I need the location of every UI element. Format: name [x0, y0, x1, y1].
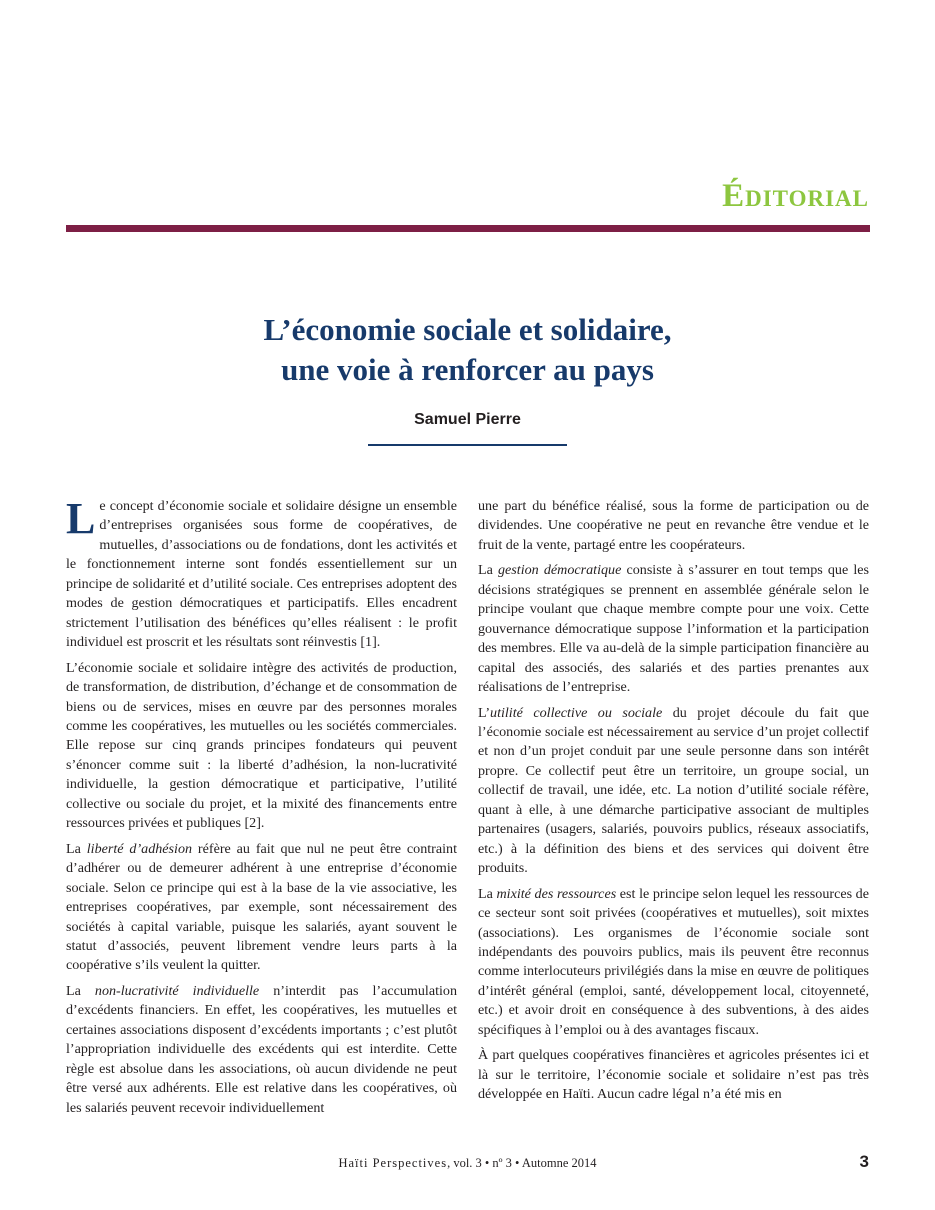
author-name: Samuel Pierre — [414, 411, 521, 428]
paragraph — [478, 561, 869, 697]
journal-name: Haïti Perspectives — [338, 1156, 448, 1170]
paragraph-text: n’interdit pas l’accumulation d’excédents financiers. En effet, les coopératives, les mutuelles et certaines associations disposent d’excédents importants ; c’est plutôt l’appropriation individuelle des excédents qui est interdite. Cette règle est absolue dans les associations, où aucun dividende ne peut être versé aux adhérents. Elle est relative dans les coopératives, où les salariés peuvent recevoir individuellement — [66, 982, 457, 1116]
drop-cap: L — [66, 494, 96, 543]
paragraph — [66, 840, 457, 976]
right-column — [478, 497, 869, 1111]
paragraph-lead: La — [478, 562, 498, 579]
title-line-1: L’économie sociale et solidaire, — [263, 312, 672, 347]
paragraph — [66, 494, 457, 653]
issue-info: , vol. 3 • nº 3 • Automne 2014 — [447, 1156, 597, 1170]
paragraph-lead: La — [478, 885, 497, 902]
left-column — [66, 494, 457, 1124]
paragraph-text: consiste à s’assurer en tout temps que les décisions stratégiques se prennent en assemblée générale selon le principe voulant que chaque membre compte pour une voix. Cette gouvernance démocratique suppose l’information et la participation des membres. Elle va au-delà de la simple participation financière au capital des associés, des salariés et des parties prenantes aux réalisations de l’entreprise. — [478, 562, 870, 696]
emphasis-term: utilité collective ou sociale — [490, 704, 663, 721]
paragraph: L’économie sociale et solidaire intègre des activités de production, de transformation, de distribution, d’échange et de consommation de biens ou de services, mises en œuvre par des personnes morales comme les coopératives, les mutuelles ou les sociétés commerciales. Elle repose sur cinq grands principes fondateurs qui peuvent s’énoncer comme suit : la liberté d’adhésion, la non-lucrativité individuelle, la gestion démocratique et participative, l’utilité collective ou sociale du projet, et la mixité des financements entre ressources privées et publiques [2]. — [66, 659, 457, 832]
title-line-2: une voie à renforcer au pays — [281, 352, 654, 387]
paragraph — [478, 704, 869, 879]
emphasis-term: gestion démocratique — [498, 562, 622, 579]
paragraph: À part quelques coopératives financières et agricoles présentes ici et là sur le territoire, l’économie sociale et solidaire n’est pas très développée en Haïti. Aucun cadre légal n’a été mis en — [478, 1047, 869, 1103]
emphasis-term: liberté d’adhésion — [86, 840, 193, 857]
paragraph — [478, 885, 869, 1041]
emphasis-term: non-lucrativité individuelle — [94, 982, 260, 999]
page-number: 3 — [859, 1152, 869, 1171]
author-rule — [368, 444, 567, 446]
header-rule — [66, 225, 870, 232]
page-footer — [0, 1156, 935, 1171]
article-title — [0, 310, 935, 390]
paragraph-lead: La — [66, 982, 95, 999]
paragraph: une part du bénéfice réalisé, sous la forme de participation ou de dividendes. Une coopérative ne peut en revanche être vendue et le fruit de la vente, partagé entre les coopérateurs. — [478, 498, 869, 553]
emphasis-term: mixité des ressources — [496, 885, 617, 902]
section-label: Éditorial — [722, 178, 869, 214]
paragraph-lead: La — [66, 840, 87, 857]
paragraph — [66, 982, 457, 1118]
paragraph-text: réfère au fait que nul ne peut être contraint d’adhérer ou de demeurer adhérent à une entreprise d’économie sociale. Selon ce principe qui est à la base de la vie associative, les entreprises coopératives, par exemple, sont nécessairement des sociétés à capital variable, puisque les salariés, ayant souvent le statut d’associés, peuvent librement vendre leurs parts à la coopérative s’ils veulent la quitter. — [66, 840, 457, 974]
paragraph-lead: L’ — [478, 704, 491, 721]
paragraph-text: e concept d’économie sociale et solidaire désigne un ensemble d’entreprises organisées sous forme de coopératives, de mutuelles, d’associations ou de fondations, dont les activités et le fonctionnement interne sont fondés essentiellement sur un principe de solidarité et d’utilité sociale. Ces entreprises adoptent des modes de gestion démocratiques et participatifs. Elles encadrent strictement l’utilisation des bénéfices qu’elles réalisent : le profit individuel est proscrit et les résultats sont réinvestis [1]. — [66, 498, 457, 651]
paragraph-text: est le principe selon lequel les ressources de ce secteur sont soit privées (coopératives et mutuelles), soit mixtes (associations). Les organismes de l’économie sociale sont indépendants des pouvoirs publics, mais ils peuvent être reconnus comme interlocuteurs privilégiés dans la mise en œuvre de politiques d’intérêt général (emploi, santé, développement local, citoyenneté, etc.) et avoir droit en conséquence à des subventions, à des aides spécifiques à l’emploi ou à des avantages fiscaux. — [478, 885, 869, 1038]
paragraph-text: du projet découle du fait que l’économie sociale est nécessairement au service d’un projet collectif et non d’un projet conduit par une seule personne dans son intérêt propre. Ce collectif peut être un territoire, un groupe social, un collectif de travail, une idée, etc. La notion d’utilité sociale réfère, quant à elle, à une démarche participative associant de multiples partenaires (usagers, salariés, pouvoirs publics, réseaux associatifs, etc.) à la définition des biens et des services qui doivent être produits. — [478, 704, 870, 877]
